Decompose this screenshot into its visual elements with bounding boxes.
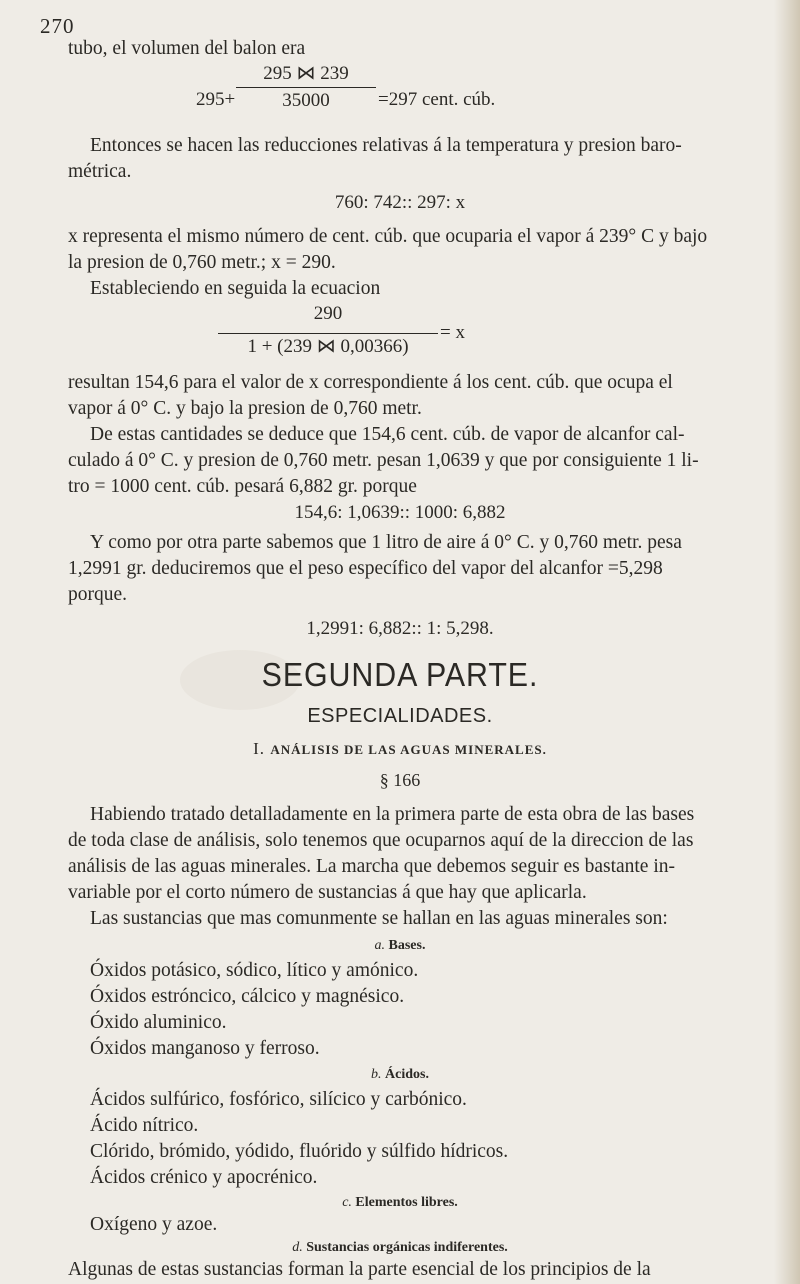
page-number: 270 (40, 14, 75, 38)
text-line: porque. (68, 584, 128, 605)
text-line: métrica. (68, 161, 132, 182)
group-a-label: a. (374, 938, 386, 953)
fraction-2-bar (218, 333, 438, 334)
text-line: la presion de 0,760 metr.; x = 290. (68, 252, 336, 273)
text-line: x representa el mismo número de cent. cúb. que ocuparia el vapor á 239° C y bajo (68, 226, 708, 247)
group-c-item: Oxígeno y azoe. (90, 1214, 218, 1235)
text-line: tro = 1000 cent. cúb. pesará 6,882 gr. porque (68, 476, 417, 497)
fraction-1-numerator: 295 ⋈ 239 (263, 63, 349, 84)
body-line: análisis de las aguas minerales. La marcha que debemos seguir es bastante in- (68, 856, 675, 877)
paragraph-number: § 166 (379, 770, 421, 790)
body-line: variable por el corto número de sustancias á que hay que aplicarla. (68, 882, 587, 903)
proportion-1: 760: 742:: 297: x (334, 192, 466, 213)
text-line: culado á 0° C. y presion de 0,760 metr. pesan 1,0639 y que por consiguiente 1 li- (68, 450, 699, 471)
fraction-2 (218, 303, 438, 358)
group-c-label: c. (342, 1195, 352, 1210)
fraction-2-denominator: 1 + (239 ⋈ 0,00366) (247, 336, 409, 357)
fraction-2-numerator: 290 (313, 303, 343, 324)
group-b-heading (0, 1067, 800, 1083)
fraction-1 (236, 63, 376, 112)
group-a-title: Bases. (388, 938, 426, 953)
last-line: Algunas de estas sustancias forman la parte esencial de los principios de la (68, 1259, 651, 1280)
group-d-heading (0, 1240, 800, 1256)
fraction-left: 295+ (196, 89, 236, 110)
section-heading (0, 739, 800, 759)
body-line: de toda clase de análisis, solo tenemos que ocuparnos aquí de la direccion de las (68, 830, 694, 851)
group-c-title: Elementos libres. (355, 1195, 458, 1210)
group-c-heading (0, 1195, 800, 1211)
group-b-title: Ácidos. (385, 1067, 429, 1082)
group-b-item: Ácido nítrico. (90, 1115, 199, 1136)
fraction-right: =297 cent. cúb. (378, 89, 496, 110)
text-line: Y como por otra parte sabemos que 1 litro de aire á 0° C. y 0,760 metr. pesa (90, 532, 682, 553)
body-line: Habiendo tratado detalladamente en la primera parte de esta obra de las bases (90, 804, 695, 825)
group-a-item: Óxidos potásico, sódico, lítico y amónico. (90, 960, 419, 981)
part-heading: SEGUNDA PARTE. (261, 656, 539, 693)
text-line: Estableciendo en seguida la ecuacion (90, 278, 381, 299)
group-a-heading (0, 938, 800, 954)
group-a-item: Óxido aluminico. (90, 1012, 227, 1033)
group-b-item: Ácidos sulfúrico, fosfórico, silícico y carbónico. (90, 1089, 467, 1110)
text-line: vapor á 0° C. y bajo la presion de 0,760 metr. (68, 398, 422, 419)
group-b-label: b. (371, 1067, 382, 1082)
text-line: De estas cantidades se deduce que 154,6 cent. cúb. de vapor de alcanfor cal- (90, 424, 685, 445)
group-a-item: Óxidos manganoso y ferroso. (90, 1038, 320, 1059)
proportion-2: 154,6: 1,0639:: 1000: 6,882 (294, 502, 506, 523)
fraction-2-right: = x (440, 322, 465, 343)
group-b-item: Ácidos crénico y apocrénico. (90, 1167, 318, 1188)
body-line: Las sustancias que mas comunmente se hallan en las aguas minerales son: (90, 908, 668, 929)
group-a-item: Óxidos estróncico, cálcico y magnésico. (90, 986, 405, 1007)
fraction-1-denominator: 35000 (282, 90, 330, 111)
text-line: tubo, el volumen del balon era (68, 38, 306, 59)
section-number: I. (253, 739, 266, 758)
section-title: ANÁLISIS DE LAS AGUAS MINERALES. (270, 742, 547, 757)
group-d-title: Sustancias orgánicas indiferentes. (306, 1240, 508, 1255)
group-b-item: Clórido, brómido, yódido, fluórido y súlfido hídricos. (90, 1141, 509, 1162)
specialties-heading: ESPECIALIDADES. (307, 705, 493, 727)
text-line: 1,2991 gr. deduciremos que el peso específico del vapor del alcanfor =5,298 (68, 558, 663, 579)
proportion-3: 1,2991: 6,882:: 1: 5,298. (306, 618, 494, 639)
fraction-1-bar (236, 87, 376, 88)
text-line: Entonces se hacen las reducciones relativas á la temperatura y presion baro- (90, 135, 682, 156)
text-line: resultan 154,6 para el valor de x correspondiente á los cent. cúb. que ocupa el (68, 372, 673, 393)
group-d-label: d. (292, 1240, 303, 1255)
